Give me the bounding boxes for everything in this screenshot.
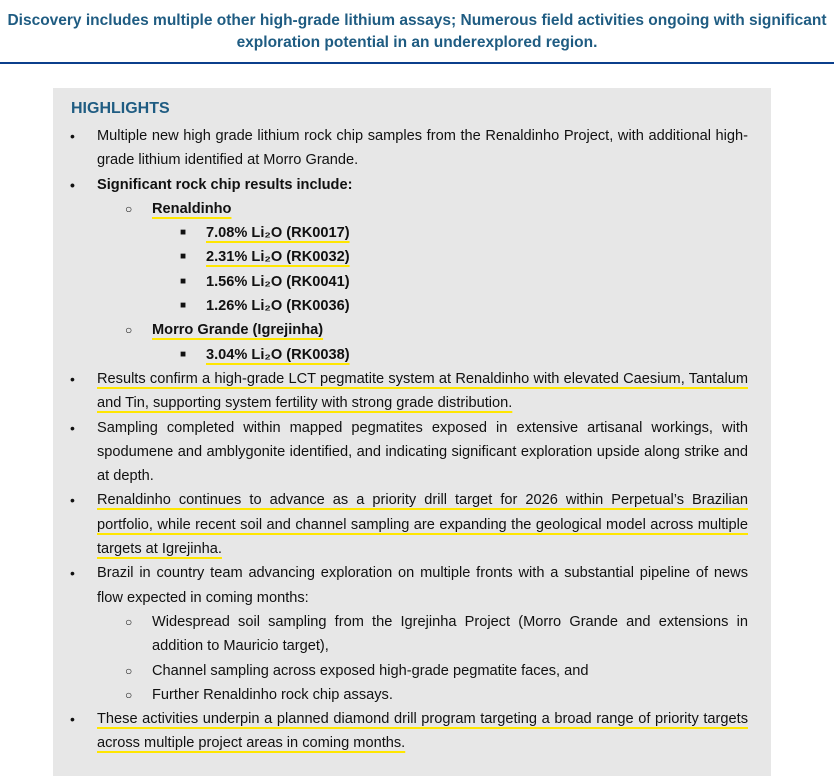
divider — [0, 62, 834, 64]
list-item: ■ 2.31% Li₂O (RK0032) — [180, 249, 350, 266]
highlights-heading: HIGHLIGHTS — [71, 100, 170, 117]
item-text: These activities underpin a planned diamond drill program targeting a broad range of priority targets across multiple project areas in coming months. — [97, 711, 748, 752]
item-text: 1.56% Li₂O (RK0041) — [206, 273, 350, 290]
list-item: ○ Further Renaldinho rock chip assays. — [125, 686, 393, 703]
highlights-list — [53, 124, 771, 756]
item-text: Widespread soil sampling from the Igrejinha Project (Morro Grande and extensions in addition to Mauricio target), — [152, 613, 748, 655]
list-item: • Renaldinho continues to advance as a priority drill target for 2026 within Perpetual’s Brazilian portfolio, while recent soil and channel sampling are expanding the geological model across multiple targets at Igrejinha. — [70, 492, 748, 558]
subtitle: Discovery includes multiple other high-grade lithium assays; Numerous field activities ongoing with significant exploration potential in an underexplored region. — [7, 12, 827, 51]
highlights-box — [53, 88, 771, 776]
item-text: Brazil in country team advancing exploration on multiple fronts with a substantial pipeline of news flow expected in coming months: — [97, 565, 748, 606]
item-text: Multiple new high grade lithium rock chip samples from the Renaldinho Project, with additional high-grade lithium identified at Morro Grande. — [97, 128, 748, 169]
item-text: Morro Grande (Igrejinha) — [152, 322, 324, 339]
list-item: • Multiple new high grade lithium rock chip samples from the Renaldinho Project, with additional high-grade lithium identified at Morro Grande. — [70, 128, 748, 169]
item-text: Channel sampling across exposed high-grade pegmatite faces, and — [152, 662, 589, 679]
list-item: ○ Morro Grande (Igrejinha) — [125, 322, 324, 339]
list-item: ○ Channel sampling across exposed high-grade pegmatite faces, and — [125, 662, 589, 679]
list-item: • Results confirm a high-grade LCT pegmatite system at Renaldinho with elevated Caesium, Tantalum and Tin, supporting system fertility with strong grade distribution. — [70, 370, 748, 412]
item-text: Renaldinho continues to advance as a priority drill target for 2026 within Perpetual’s Brazilian portfolio, while recent soil and channel sampling are expanding the geological model across multiple targets at Igrejinha. — [97, 492, 748, 558]
item-text: 1.26% Li₂O (RK0036) — [206, 298, 350, 315]
item-text: Results confirm a high-grade LCT pegmatite system at Renaldinho with elevated Caesium, Tantalum and Tin, supporting system fertility with strong grade distribution. — [97, 370, 748, 412]
list-item: ○ Renaldinho — [125, 200, 232, 217]
item-text: Further Renaldinho rock chip assays. — [152, 686, 393, 703]
list-item: • Sampling completed within mapped pegmatites exposed in extensive artisanal workings, with spodumene and amblygonite identified, and indicating significant exploration upside along strike and at depth. — [70, 419, 748, 485]
list-item: ■ 1.56% Li₂O (RK0041) — [180, 273, 350, 290]
item-text: Renaldinho — [152, 200, 232, 217]
list-item: • Significant rock chip results include: — [70, 176, 353, 193]
item-text: 3.04% Li₂O (RK0038) — [206, 346, 350, 363]
list-item: ■ 3.04% Li₂O (RK0038) — [180, 346, 350, 363]
item-text: 7.08% Li₂O (RK0017) — [206, 225, 350, 242]
list-item: ■ 7.08% Li₂O (RK0017) — [180, 225, 350, 242]
item-text: Significant rock chip results include: — [97, 176, 353, 193]
list-item: ○ Widespread soil sampling from the Igrejinha Project (Morro Grande and extensions in addition to Mauricio target), — [125, 613, 748, 655]
list-item: ■ 1.26% Li₂O (RK0036) — [180, 298, 350, 315]
list-item: • Brazil in country team advancing exploration on multiple fronts with a substantial pipeline of news flow expected in coming months: — [70, 565, 748, 606]
item-text: Sampling completed within mapped pegmatites exposed in extensive artisanal workings, with spodumene and amblygonite identified, and indicating significant exploration upside along strike and at depth. — [97, 419, 748, 485]
item-text: 2.31% Li₂O (RK0032) — [206, 249, 350, 266]
list-item: • These activities underpin a planned diamond drill program targeting a broad range of priority targets across multiple project areas in coming months. — [70, 711, 748, 752]
